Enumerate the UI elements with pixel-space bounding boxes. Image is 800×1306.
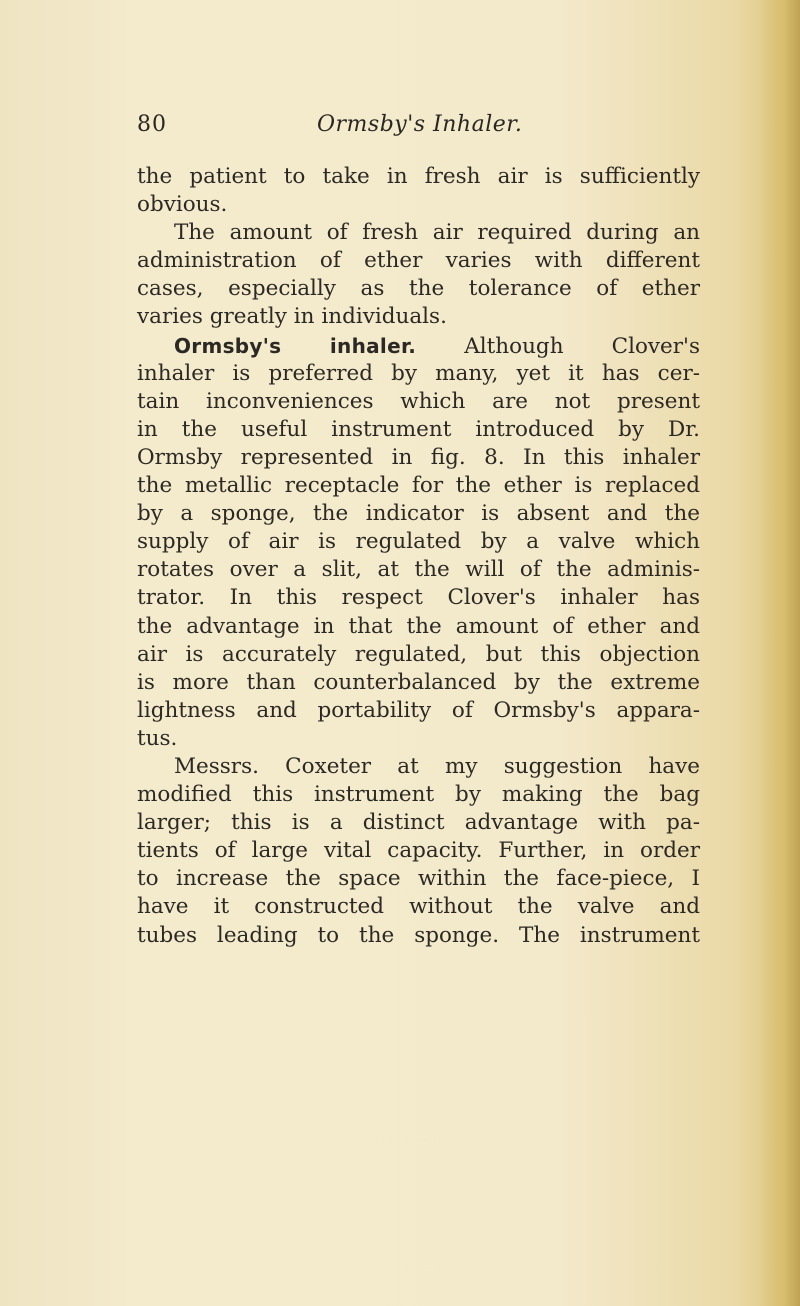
- text-line: Messrs. Coxeter at my suggestion have: [174, 753, 700, 779]
- text-line: tain inconveniences which are not present: [137, 388, 700, 414]
- page-edge-shadow: [760, 0, 800, 1306]
- text-line: is more than counterbalanced by the extreme: [137, 669, 700, 695]
- text-line: The amount of fresh air required during an: [174, 220, 700, 246]
- text-line: the metallic receptacle for the ether is replaced: [137, 473, 700, 499]
- section-heading: Ormsby's inhaler.: [174, 333, 417, 358]
- text-run: Although Clover's: [464, 333, 700, 359]
- text-line: tus.: [137, 725, 178, 751]
- text-line: cases, especially as the tolerance of ether: [137, 276, 700, 302]
- text-line: by a sponge, the indicator is absent and the: [137, 501, 700, 527]
- text-line: the patient to take in fresh air is sufficiently: [137, 164, 700, 189]
- text-line: Ormsby represented in fig. 8. In this inhaler: [137, 444, 700, 470]
- text-line: larger; this is a distinct advantage with pa-: [137, 810, 700, 836]
- page-number: 80: [137, 112, 167, 137]
- text-line: lightness and portability of Ormsby's appara-: [137, 697, 700, 723]
- text-line: air is accurately regulated, but this objection: [137, 641, 700, 667]
- text-line: administration of ether varies with different: [137, 248, 700, 274]
- text-line: inhaler is preferred by many, yet it has cer-: [137, 360, 700, 386]
- text-line: obvious.: [137, 192, 228, 218]
- text-line: to increase the space within the face-piece, I: [137, 866, 700, 892]
- text-line: tients of large vital capacity. Further, in order: [137, 838, 700, 864]
- text-line: varies greatly in individuals.: [137, 304, 447, 330]
- text-line: rotates over a slit, at the will of the adminis-: [137, 557, 700, 583]
- text-line: trator. In this respect Clover's inhaler has: [137, 585, 700, 611]
- text-line: [137, 332, 700, 360]
- text-line: tubes leading to the sponge. The instrument: [137, 922, 700, 948]
- text-line: the advantage in that the amount of ether and: [137, 613, 700, 639]
- text-line: modified this instrument by making the bag: [137, 782, 700, 808]
- page-header: [137, 112, 700, 152]
- text-line: in the useful instrument introduced by Dr.: [137, 416, 700, 442]
- body-text: [137, 163, 700, 950]
- text-line: supply of air is regulated by a valve which: [137, 529, 700, 555]
- running-title: Ormsby's Inhaler.: [317, 112, 523, 137]
- text-line: have it constructed without the valve and: [137, 894, 700, 920]
